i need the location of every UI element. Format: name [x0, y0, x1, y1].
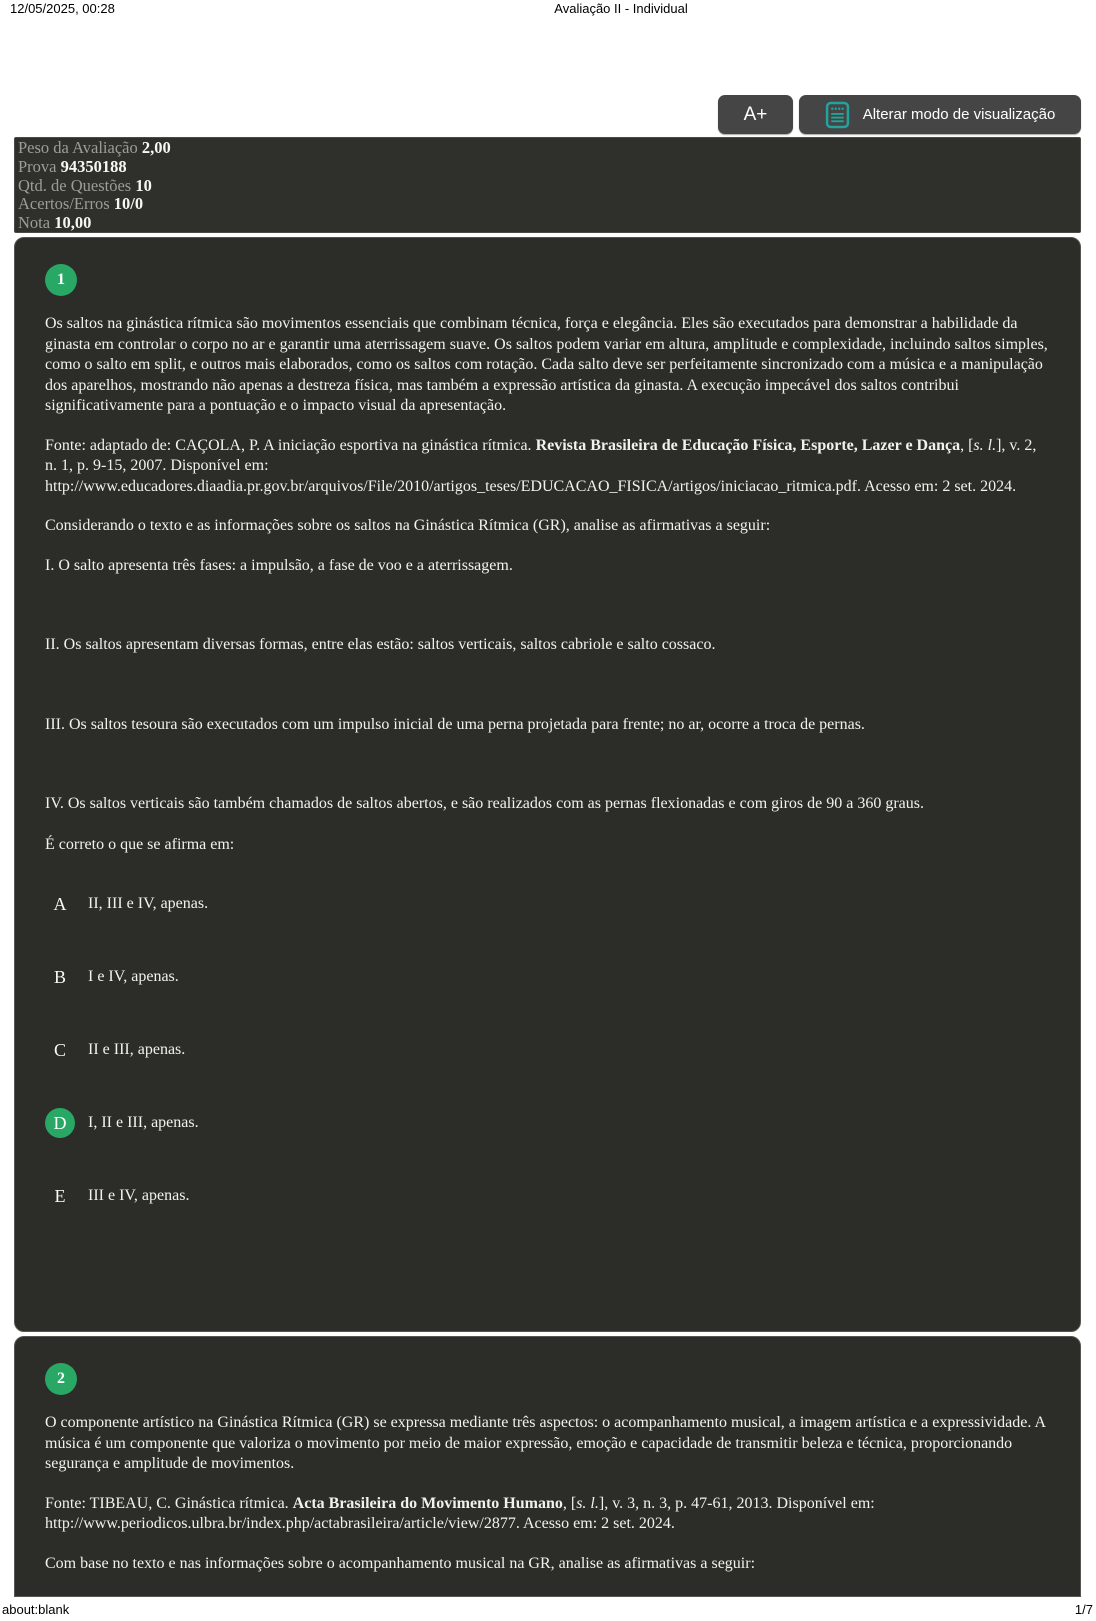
affirmative-4: IV. Os saltos verticais são também chamados de saltos abertos, e são realizados com as pernas flexionadas e com giros de 90 a 360 graus. [45, 795, 925, 812]
question-closing: É correto o que se afirma em: [45, 835, 235, 853]
toolbar [718, 95, 1081, 134]
question-instruction: Considerando o texto e as informações sobre os saltos na Ginástica Rítmica (GR), analise as afirmativas a seguir: [45, 517, 771, 534]
option-a-letter: A [53, 893, 67, 914]
summary-row-prova: Prova 94350188 [18, 156, 127, 176]
summary-value-acertos: 10/0 [113, 194, 144, 214]
summary-row-questoes: Qtd. de Questões 10 [18, 175, 152, 195]
option-c[interactable] [45, 1035, 1050, 1065]
question-card-2 [14, 1336, 1081, 1597]
change-view-mode-label: Alterar modo de visualização [862, 106, 1056, 123]
option-e[interactable] [45, 1181, 1050, 1211]
option-d-text: I, II e III, apenas. [88, 1113, 199, 1131]
question-source: Fonte: adaptado de: CAÇOLA, P. A iniciação esportiva na ginástica rítmica. Revista Brasileira de Educação Física, Esporte, Lazer e Dança, [s. l.], v. 2, n. 1, p. 9-15, 2007. Disponível em: http://www.educadores.diaadia.pr.gov.br/arquivos/File/2010/artigos_teses/EDUCACAO_FISICA/artigos/iniciacao_ritmica.pdf. Acesso em: 2 set. 2024. [45, 436, 1037, 495]
change-view-mode-button[interactable] [799, 95, 1081, 134]
option-b-text: I e IV, apenas. [88, 967, 179, 985]
question-instruction: Com base no texto e nas informações sobre o acompanhamento musical na GR, analise as afirmativas a seguir: [45, 1554, 756, 1572]
summary-value-prova: 94350188 [60, 156, 127, 176]
summary-row-nota: Nota 10,00 [18, 213, 92, 233]
print-datetime: 12/05/2025, 00:28 [10, 1, 115, 16]
print-footer [0, 1601, 1096, 1617]
option-a-text: II, III e IV, apenas. [88, 894, 209, 912]
affirmative-3: III. Os saltos tesoura são executados com um impulso inicial de uma perna projetada para frente; no ar, ocorre a troca de pernas. [45, 715, 865, 733]
print-header [0, 1, 1096, 19]
affirmative-2: II. Os saltos apresentam diversas formas, entre elas estão: saltos verticais, saltos cabriole e salto cossaco. [45, 636, 716, 653]
reader-mode-icon [825, 101, 850, 129]
option-d-selected[interactable] [45, 1108, 1050, 1138]
question-body: O componente artístico na Ginástica Rítmica (GR) se expressa mediante três aspectos: o acompanhamento musical, a imagem artística e a expressividade. A música é um componente que valoriza o movimento por meio de maior expressão, emoção e capacidade de transmitir beleza e técnica, proporcionando segurança e amplitude de movimentos. [45, 1414, 1046, 1472]
option-b[interactable] [45, 962, 1050, 992]
affirmative-1: I. O salto apresenta três fases: a impulsão, a fase de voo e a aterrissagem. [45, 556, 513, 574]
assessment-summary [14, 137, 1081, 233]
option-c-text: II e III, apenas. [88, 1040, 186, 1058]
footer-page-count: 1/7 [1074, 1602, 1093, 1617]
option-a[interactable] [45, 889, 1050, 919]
option-d-letter: D [45, 1108, 75, 1138]
summary-value-peso: 2,00 [141, 138, 171, 157]
option-e-letter: E [54, 1185, 66, 1206]
question-body: Os saltos na ginástica rítmica são movimentos essenciais que combinam técnica, força e elegância. Eles são executados para demonstrar a habilidade da ginasta em controlar o corpo no ar e garantir uma aterrissagem suave. Os saltos podem variar em altura, amplitude e complexidade, incluindo saltos simples, como o salto em split, e outros mais elaborados, como os saltos com rotação. Cada salto deve ser perfeitamente sincronizado com a música e a manipulação dos aparelhos, mostrando não apenas a destreza física, mas também a expressão artística da ginasta. A execução impecável dos saltos contribui significativamente para a pontuação e o impacto visual da apresentação. [45, 315, 1048, 414]
font-size-increase-button[interactable]: A+ [718, 95, 793, 134]
summary-value-questoes: 10 [135, 175, 152, 195]
summary-row-acertos: Acertos/Erros 10/0 [18, 194, 144, 214]
question-card-1 [14, 237, 1081, 1332]
question-number-badge: 1 [45, 264, 77, 296]
question-source: Fonte: TIBEAU, C. Ginástica rítmica. Acta Brasileira do Movimento Humano, [s. l.], v. 3, n. 3, p. 47-61, 2013. Disponível em: http://www.periodicos.ulbra.br/index.php/actabrasileira/article/view/2877. Acesso em: 2 set. 2024. [45, 1494, 875, 1532]
option-b-letter: B [53, 966, 66, 987]
summary-value-nota: 10,00 [54, 213, 92, 233]
option-e-text: III e IV, apenas. [88, 1186, 190, 1204]
option-c-letter: C [53, 1039, 66, 1060]
footer-url: about:blank [2, 1602, 70, 1617]
document-title: Avaliação II - Individual [554, 1, 688, 16]
question-number-badge: 2 [45, 1363, 77, 1395]
options-list [45, 889, 1050, 1211]
summary-row-peso: Peso da Avaliação 2,00 [18, 138, 171, 157]
